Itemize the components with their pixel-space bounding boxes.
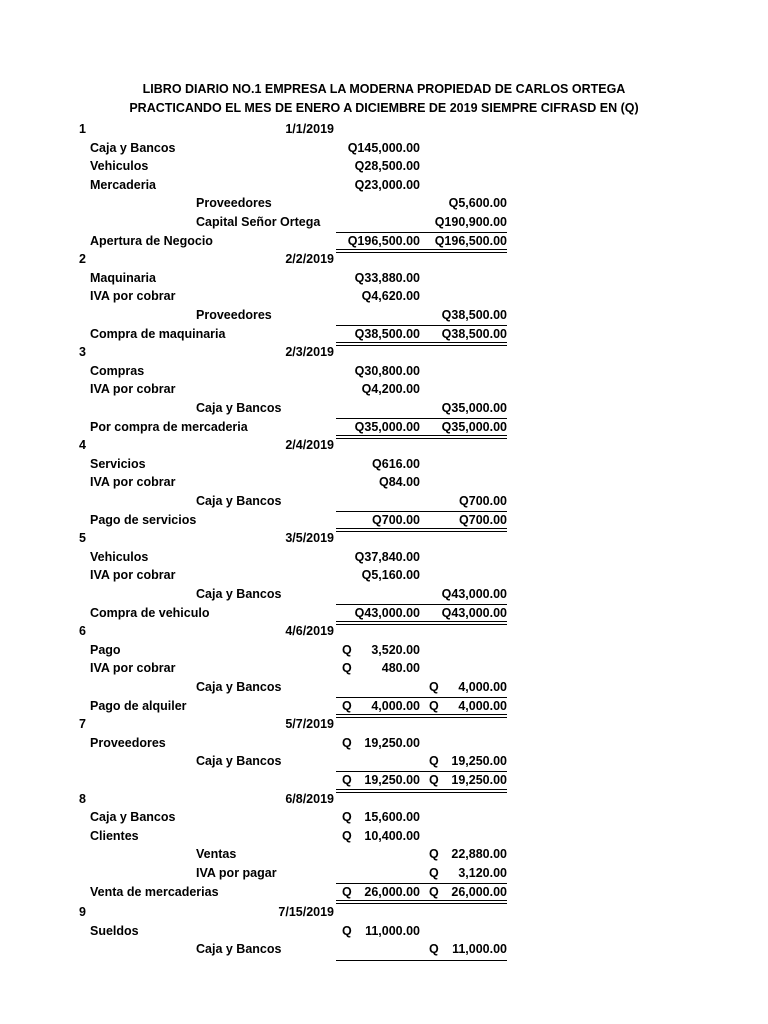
amount-value: 11,000.00 bbox=[365, 923, 420, 938]
currency-symbol: Q bbox=[429, 698, 439, 713]
currency-symbol: Q bbox=[429, 680, 439, 694]
journal-line bbox=[0, 380, 768, 399]
total-debit bbox=[336, 885, 420, 899]
amount-value: Q196,500.00 bbox=[347, 233, 420, 248]
amount-value: Q84.00 bbox=[378, 475, 420, 490]
entry-number: 2 bbox=[79, 252, 86, 267]
total-credit bbox=[423, 420, 507, 434]
amount-value: Q28,500.00 bbox=[354, 159, 420, 174]
amount-value: Q616.00 bbox=[372, 456, 420, 471]
total-debit bbox=[336, 420, 420, 434]
credit-amount bbox=[423, 754, 507, 768]
journal-line bbox=[0, 641, 768, 660]
journal-line bbox=[0, 678, 768, 697]
currency-symbol: Q bbox=[429, 773, 439, 787]
account-name: Capital Señor Ortega bbox=[196, 215, 321, 229]
journal-line bbox=[0, 455, 768, 474]
amount-value: 19,250.00 bbox=[364, 773, 420, 787]
amount-value: 4,000.00 bbox=[371, 698, 420, 713]
entry-header bbox=[0, 790, 768, 809]
account-name: Caja y Bancos bbox=[196, 401, 282, 415]
credit-amount bbox=[423, 866, 507, 880]
amount-value: 15,600.00 bbox=[364, 810, 420, 825]
currency-symbol: Q bbox=[342, 810, 352, 825]
amount-value: Q35,000.00 bbox=[441, 419, 507, 434]
entry-header bbox=[0, 715, 768, 734]
amount-value: 480.00 bbox=[381, 661, 420, 676]
total-rule bbox=[336, 697, 507, 698]
currency-symbol: Q bbox=[342, 884, 352, 899]
amount-value: Q38,500.00 bbox=[441, 326, 507, 341]
amount-value: Q30,800.00 bbox=[354, 363, 420, 378]
amount-value: 3,120.00 bbox=[458, 866, 507, 880]
account-name: Servicios bbox=[90, 456, 146, 471]
account-name: Caja y Bancos bbox=[196, 494, 282, 508]
amount-value: Q35,000.00 bbox=[441, 401, 507, 415]
total-rule bbox=[336, 604, 507, 605]
journal-line bbox=[0, 213, 768, 232]
account-name: Clientes bbox=[90, 828, 139, 843]
credit-amount bbox=[423, 680, 507, 694]
account-name: Caja y Bancos bbox=[196, 680, 282, 694]
amount-value: Q5,600.00 bbox=[448, 196, 507, 211]
entry-header bbox=[0, 250, 768, 269]
account-name: Proveedores bbox=[196, 308, 272, 322]
currency-symbol: Q bbox=[342, 828, 352, 843]
amount-value: 19,250.00 bbox=[451, 773, 507, 787]
account-name: Ventas bbox=[196, 847, 237, 862]
currency-symbol: Q bbox=[342, 773, 352, 787]
debit-amount bbox=[336, 364, 420, 378]
total-credit bbox=[423, 327, 507, 341]
account-name: Compras bbox=[90, 363, 145, 378]
journal-line bbox=[0, 845, 768, 864]
amount-value: Q700.00 bbox=[372, 512, 420, 527]
entry-description: Venta de mercaderias bbox=[90, 884, 219, 899]
journal-line bbox=[0, 864, 768, 883]
account-name: IVA por cobrar bbox=[90, 289, 176, 304]
account-name: Caja y Bancos bbox=[196, 754, 282, 769]
amount-value: 19,250.00 bbox=[451, 754, 507, 769]
amount-value: Q700.00 bbox=[459, 494, 507, 508]
entry-total bbox=[0, 232, 768, 251]
debit-amount bbox=[336, 382, 420, 396]
entry-total bbox=[0, 418, 768, 437]
entry-date: 7/15/2019 bbox=[278, 905, 334, 920]
total-rule bbox=[336, 232, 507, 233]
total-debit bbox=[336, 327, 420, 341]
total-rule bbox=[336, 418, 507, 419]
entry-header bbox=[0, 436, 768, 455]
account-name: IVA por cobrar bbox=[90, 382, 176, 397]
currency-symbol: Q bbox=[342, 923, 352, 938]
journal-line bbox=[0, 362, 768, 381]
debit-amount bbox=[336, 141, 420, 155]
total-rule bbox=[336, 960, 507, 961]
journal-line bbox=[0, 269, 768, 288]
total-rule bbox=[336, 771, 507, 772]
credit-amount bbox=[423, 942, 507, 956]
journal-line bbox=[0, 585, 768, 604]
debit-amount bbox=[336, 661, 420, 675]
currency-symbol: Q bbox=[342, 642, 352, 657]
amount-value: Q35,000.00 bbox=[354, 419, 420, 434]
amount-value: Q145,000.00 bbox=[347, 140, 420, 155]
total-debit bbox=[336, 773, 420, 787]
currency-symbol: Q bbox=[342, 661, 352, 676]
entry-date: 5/7/2019 bbox=[285, 717, 334, 732]
debit-amount bbox=[336, 271, 420, 285]
debit-amount bbox=[336, 475, 420, 489]
account-name: Proveedores bbox=[196, 196, 272, 211]
journal-line bbox=[0, 473, 768, 492]
currency-symbol: Q bbox=[429, 884, 439, 899]
amount-value: 22,880.00 bbox=[451, 847, 507, 862]
total-credit bbox=[423, 773, 507, 787]
entry-description: Pago de alquiler bbox=[90, 698, 187, 713]
amount-value: 26,000.00 bbox=[451, 884, 507, 899]
journal-line bbox=[0, 566, 768, 585]
journal-line bbox=[0, 176, 768, 195]
total-credit bbox=[423, 606, 507, 620]
journal-line bbox=[0, 287, 768, 306]
entry-description: Pago de servicios bbox=[90, 512, 197, 527]
debit-amount bbox=[336, 924, 420, 938]
total-rule bbox=[336, 883, 507, 884]
entry-date: 2/2/2019 bbox=[285, 252, 334, 267]
credit-amount bbox=[423, 587, 507, 601]
entry-header bbox=[0, 120, 768, 139]
debit-amount bbox=[336, 289, 420, 303]
entry-date: 1/1/2019 bbox=[285, 122, 334, 136]
entry-number: 4 bbox=[79, 438, 86, 453]
debit-amount bbox=[336, 810, 420, 824]
credit-amount bbox=[423, 847, 507, 861]
total-credit bbox=[423, 699, 507, 713]
entry-total bbox=[0, 325, 768, 344]
journal-line bbox=[0, 808, 768, 827]
account-name: Vehiculos bbox=[90, 159, 149, 174]
amount-value: Q43,000.00 bbox=[354, 605, 420, 620]
total-credit bbox=[423, 234, 507, 248]
entry-number: 7 bbox=[79, 717, 86, 732]
amount-value: Q23,000.00 bbox=[354, 177, 420, 192]
amount-value: Q38,500.00 bbox=[354, 326, 420, 341]
journal-line bbox=[0, 157, 768, 176]
entry-header bbox=[0, 622, 768, 641]
journal-line bbox=[0, 940, 768, 959]
entry-header bbox=[0, 903, 768, 922]
credit-amount bbox=[423, 308, 507, 322]
entry-header bbox=[0, 343, 768, 362]
total-credit bbox=[423, 513, 507, 527]
total-debit bbox=[336, 513, 420, 527]
entry-description: Por compra de mercaderia bbox=[90, 419, 248, 434]
amount-value: Q4,620.00 bbox=[361, 289, 420, 304]
amount-value: Q4,200.00 bbox=[361, 382, 420, 397]
amount-value: 19,250.00 bbox=[364, 735, 420, 750]
journal-title-line-1: LIBRO DIARIO NO.1 EMPRESA LA MODERNA PROPIEDAD DE CARLOS ORTEGA bbox=[142, 82, 626, 96]
credit-amount bbox=[423, 215, 507, 229]
entry-number: 5 bbox=[79, 531, 86, 546]
entry-date: 2/3/2019 bbox=[285, 345, 334, 360]
entry-total bbox=[0, 604, 768, 623]
amount-value: Q38,500.00 bbox=[441, 308, 507, 322]
credit-amount bbox=[423, 494, 507, 508]
credit-amount bbox=[423, 401, 507, 415]
journal-title-line-2: PRACTICANDO EL MES DE ENERO A DICIEMBRE DE 2019 SIEMPRE CIFRASD EN (Q) bbox=[129, 101, 639, 115]
entry-description: Apertura de Negocio bbox=[90, 233, 213, 248]
account-name: IVA por cobrar bbox=[90, 661, 176, 676]
debit-amount bbox=[336, 457, 420, 471]
total-rule bbox=[336, 511, 507, 512]
total-rule bbox=[336, 325, 507, 326]
entry-description: Compra de vehiculo bbox=[90, 605, 210, 620]
entry-number: 3 bbox=[79, 345, 86, 360]
entry-total bbox=[0, 883, 768, 902]
amount-value: Q196,500.00 bbox=[434, 233, 507, 248]
amount-value: Q190,900.00 bbox=[434, 215, 507, 229]
journal-line bbox=[0, 194, 768, 213]
debit-amount bbox=[336, 736, 420, 750]
entry-date: 2/4/2019 bbox=[285, 438, 334, 453]
currency-symbol: Q bbox=[429, 847, 439, 862]
entry-total bbox=[0, 511, 768, 530]
account-name: Caja y Bancos bbox=[196, 942, 282, 957]
amount-value: Q43,000.00 bbox=[441, 605, 507, 620]
account-name: Mercaderia bbox=[90, 177, 157, 192]
amount-value: 3,520.00 bbox=[371, 642, 420, 657]
currency-symbol: Q bbox=[429, 942, 439, 957]
account-name: Vehiculos bbox=[90, 549, 149, 564]
debit-amount bbox=[336, 159, 420, 173]
currency-symbol: Q bbox=[342, 735, 352, 750]
total-credit bbox=[423, 885, 507, 899]
debit-amount bbox=[336, 568, 420, 582]
debit-amount bbox=[336, 550, 420, 564]
debit-amount bbox=[336, 643, 420, 657]
journal-line bbox=[0, 659, 768, 678]
total-debit bbox=[336, 234, 420, 248]
amount-value: Q5,160.00 bbox=[361, 568, 420, 583]
entry-number: 8 bbox=[79, 791, 86, 806]
amount-value: 26,000.00 bbox=[364, 884, 420, 899]
currency-symbol: Q bbox=[429, 866, 439, 880]
debit-amount bbox=[336, 178, 420, 192]
currency-symbol: Q bbox=[342, 698, 352, 713]
account-name: IVA por cobrar bbox=[90, 475, 176, 490]
amount-value: 4,000.00 bbox=[458, 680, 507, 694]
amount-value: Q37,840.00 bbox=[354, 549, 420, 564]
entry-total bbox=[0, 697, 768, 716]
entry-date: 3/5/2019 bbox=[285, 531, 334, 546]
amount-value: 4,000.00 bbox=[458, 698, 507, 713]
entry-date: 4/6/2019 bbox=[285, 624, 334, 639]
entry-header bbox=[0, 529, 768, 548]
amount-value: Q33,880.00 bbox=[354, 270, 420, 285]
total-debit bbox=[336, 606, 420, 620]
currency-symbol: Q bbox=[429, 754, 439, 769]
entry-date: 6/8/2019 bbox=[285, 791, 334, 806]
account-name: Caja y Bancos bbox=[196, 587, 282, 601]
entry-description: Compra de maquinaria bbox=[90, 326, 226, 341]
journal-line bbox=[0, 399, 768, 418]
amount-value: Q700.00 bbox=[459, 512, 507, 527]
account-name: IVA por pagar bbox=[196, 866, 277, 880]
entry-number: 6 bbox=[79, 624, 86, 639]
journal-line bbox=[0, 752, 768, 771]
account-name: IVA por cobrar bbox=[90, 568, 176, 583]
account-name: Caja y Bancos bbox=[90, 140, 176, 155]
journal-line bbox=[0, 139, 768, 158]
journal-line bbox=[0, 922, 768, 941]
amount-value: 10,400.00 bbox=[364, 828, 420, 843]
journal-line bbox=[0, 306, 768, 325]
entry-number: 9 bbox=[79, 905, 86, 920]
account-name: Maquinaria bbox=[90, 270, 156, 285]
account-name: Sueldos bbox=[90, 923, 139, 938]
entry-number: 1 bbox=[79, 122, 86, 136]
credit-amount bbox=[423, 196, 507, 210]
entry-total bbox=[0, 771, 768, 790]
amount-value: Q43,000.00 bbox=[441, 587, 507, 601]
journal-line bbox=[0, 548, 768, 567]
total-debit bbox=[336, 699, 420, 713]
account-name: Pago bbox=[90, 642, 121, 657]
journal-line bbox=[0, 734, 768, 753]
account-name: Proveedores bbox=[90, 735, 166, 750]
journal-line bbox=[0, 492, 768, 511]
journal-line bbox=[0, 827, 768, 846]
account-name: Caja y Bancos bbox=[90, 810, 176, 825]
debit-amount bbox=[336, 829, 420, 843]
amount-value: 11,000.00 bbox=[452, 942, 507, 957]
